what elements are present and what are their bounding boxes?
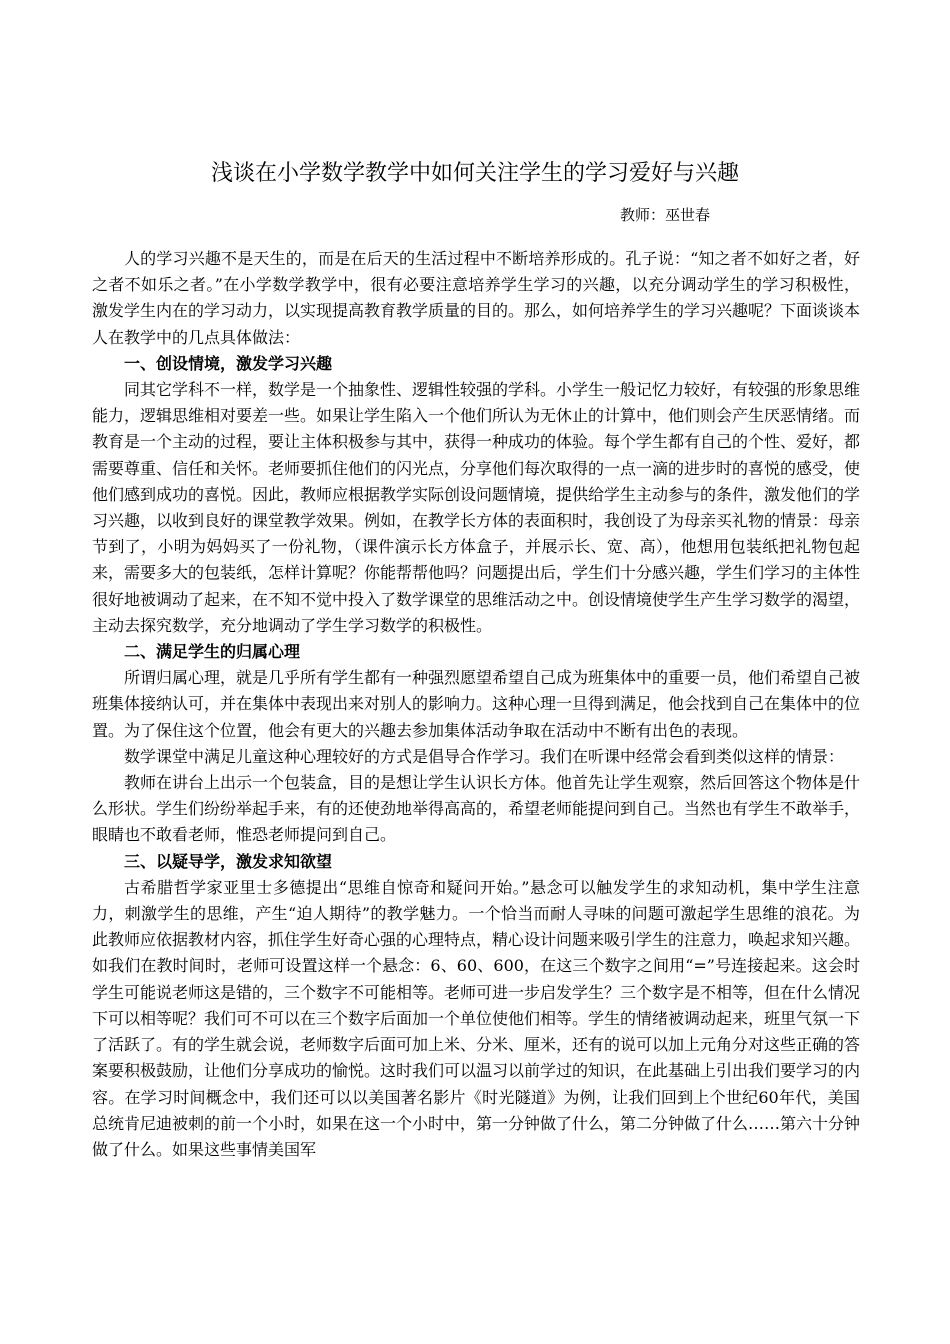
section-1-paragraph: 同其它学科不一样，数学是一个抽象性、逻辑性较强的学科。小学生一般记忆力较好，有较强的形象思维能力，逻辑思维相对要差一些。如果让学生陷入一个他们所认为无休止的计算中，他们则会产生厌恶情绪。而教育是一个主动的过程，要让主体积极参与其中，获得一种成功的体验。每个学生都有自己的个性、爱好，都需要尊重、信任和关怀。老师要抓住他们的闪光点，分享他们每次取得的一点一滴的进步时的喜悦的感受，使他们感到成功的喜悦。因此，教师应根据教学实际创设问题情境，提供给学生主动参与的条件，激发他们的学习兴趣，以收到良好的课堂教学效果。例如，在教学长方体的表面积时，我创设了为母亲买礼物的情景：母亲节到了，小明为妈妈买了一份礼物，（课件演示长方体盒子，并展示长、宽、高），他想用包装纸把礼物包起来，需要多大的包装纸，怎样计算呢？你能帮帮他吗？问题提出后，学生们十分感兴趣，学生们学习的主体性很好地被调动了起来，在不知不觉中投入了数学课堂的思维活动之中。创设情境使学生产生学习数学的渴望，主动去探究数学，充分地调动了学生学习数学的积极性。 <box>92 380 861 635</box>
section-heading-1: 一、创设情境，激发学习兴趣 <box>124 353 333 373</box>
intro-paragraph: 人的学习兴趣不是天生的，而是在后天的生活过程中不断培养形成的。孔子说：“知之者不如好之者，好之者不如乐之者。”在小学数学教学中，很有必要注意培养学生学习的兴趣，以充分调动学生的学习积极性，激发学生内在的学习动力，以实现提高教育教学质量的目的。那么，如何培养学生的学习兴趣呢？下面谈谈本人在教学中的几点具体做法： <box>92 249 861 347</box>
section-2-paragraph: 教师在讲台上出示一个包装盒，目的是想让学生认识长方体。他首先让学生观察，然后回答这个物体是什么形状。学生们纷纷举起手来，有的还使劲地举得高高的，希望老师能提问到自己。当然也有学生不敢举手，眼睛也不敢看老师，惟恐老师提问到自己。 <box>92 773 861 845</box>
section-2-paragraph: 所谓归属心理，就是几乎所有学生都有一种强烈愿望希望自己成为班集体中的重要一员，他们希望自己被班集体接纳认可，并在集体中表现出来对别人的影响力。这种心理一旦得到满足，他会找到自己在集体中的位置。为了保住这个位置，他会有更大的兴趣去参加集体活动争取在活动中不断有出色的表现。 <box>92 668 861 740</box>
section-3-paragraph: 古希腊哲学家亚里士多德提出“思维自惊奇和疑问开始。”悬念可以触发学生的求知动机，集中学生注意力，刺激学生的思维，产生“迫人期待”的教学魅力。一个恰当而耐人寻味的问题可激起学生思维的浪花。为此教师应依据教材内容，抓住学生好奇心强的心理特点，精心设计问题来吸引学生的注意力，唤起求知兴趣。如我们在教时间时，老师可设置这样一个悬念：6、60、600，在这三个数字之间用“=”号连接起来。这会时学生可能说老师这是错的，三个数字不可能相等。老师可进一步启发学生？三个数字是不相等，但在什么情况下可以相等呢？我们可不可以在三个数字后面加一个单位使他们相等。学生的情绪被调动起来，班里气氛一下了活跃了。有的学生就会说，老师数字后面可加上米、分米、厘米，还有的说可以加上元角分对这些正确的答案要积极鼓励，让他们分享成功的愉悦。这时我们可以温习以前学过的知识，在此基础上引出我们要学习的内容。在学习时间概念中，我们还可以以美国著名影片《时光隧道》为例，让我们回到上个世纪60年代，美国总统肯尼迪被刺的前一个小时，如果在这一个小时中，第一分钟做了什么，第二分钟做了什么……第六十分钟做了什么。如果这些事情美国军 <box>92 877 861 1159</box>
author-line: 教师：巫世春 <box>620 206 711 224</box>
document-body <box>92 246 860 1163</box>
section-heading-2: 二、满足学生的归属心理 <box>124 642 301 662</box>
section-2-paragraph: 数学课堂中满足儿童这种心理较好的方式是倡导合作学习。我们在听课中经常会看到类似这样的情景： <box>124 746 845 766</box>
document-title: 浅谈在小学数学教学中如何关注学生的学习爱好与兴趣 <box>210 161 739 186</box>
section-heading-3: 三、以疑导学，激发求知欲望 <box>124 851 333 871</box>
